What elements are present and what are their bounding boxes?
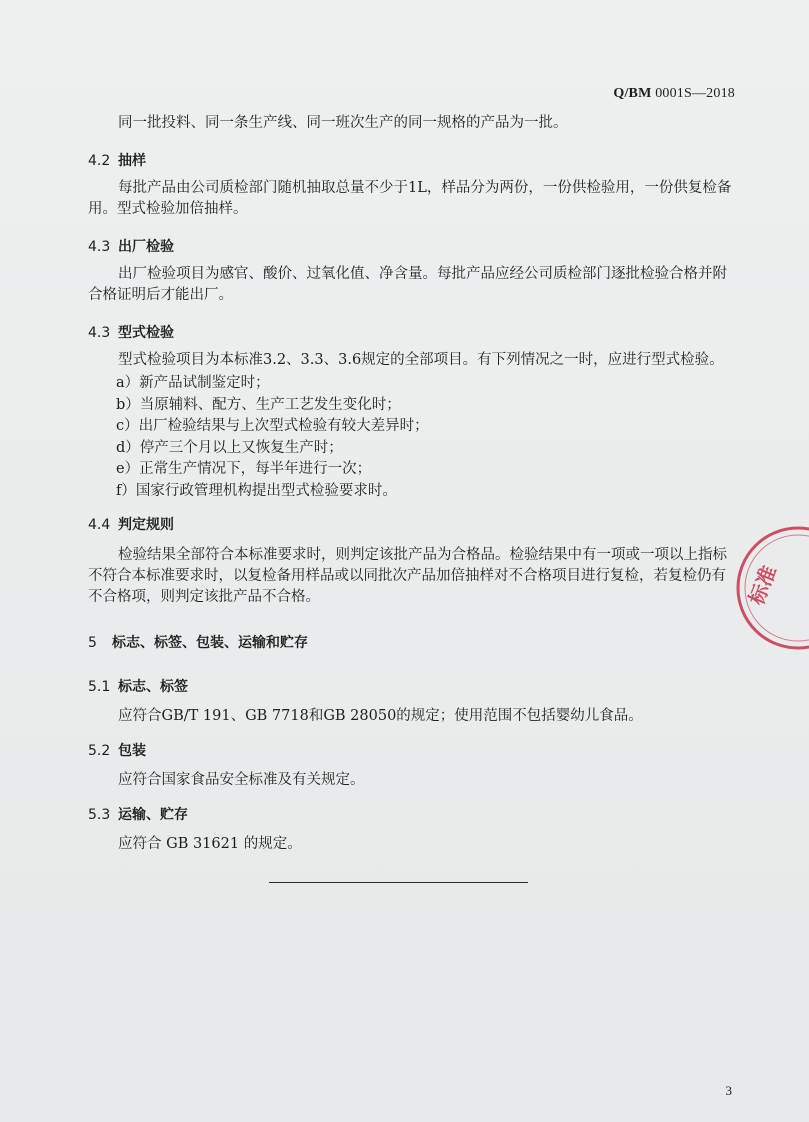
list-item: e）正常生产情况下，每半年进行一次； bbox=[116, 461, 372, 477]
section-4-2-heading: 4.2 抽样 bbox=[88, 153, 146, 169]
end-rule bbox=[269, 882, 528, 883]
list-item: f）国家行政管理机构提出型式检验要求时。 bbox=[116, 482, 397, 499]
section-5-1-text: 应符合GB/T 191、GB 7718和GB 28050的规定；使用范围不包括婴幼儿食品。 bbox=[118, 708, 643, 724]
type-inspection-conditions bbox=[116, 373, 429, 502]
section-5-3-heading: 5.3 运输、贮存 bbox=[88, 807, 188, 823]
list-item: b）当原辅料、配方、生产工艺发生变化时； bbox=[116, 396, 401, 413]
page-number: 3 bbox=[725, 1083, 732, 1098]
standard-code: Q/BM 0001S—2018 bbox=[613, 86, 735, 101]
list-item: d）停产三个月以上又恢复生产时； bbox=[116, 439, 343, 456]
section-4-4-heading: 4.4 判定规则 bbox=[88, 517, 174, 533]
section-4-3-type-heading: 4.3 型式检验 bbox=[88, 325, 174, 341]
section-5-3-text: 应符合 GB 31621 的规定。 bbox=[118, 836, 302, 852]
section-4-4-text: 检验结果全部符合本标准要求时，则判定该批产品为合格品。检验结果中有一项或一项以上指标不符合本标准要求时，以复检备用样品或以同批次产品加倍抽样对不合格项目进行复检，若复检仍有不合格项，则判定该批产品不合格。 bbox=[88, 547, 727, 605]
batch-definition: 同一批投料、同一条生产线、同一班次生产的同一规格的产品为一批。 bbox=[118, 115, 568, 131]
section-5-2-text: 应符合国家食品安全标准及有关规定。 bbox=[118, 772, 365, 788]
section-5-1-heading: 5.1 标志、标签 bbox=[88, 679, 188, 695]
section-4-3-heading: 4.3 出厂检验 bbox=[88, 239, 174, 255]
seal-text: 标准 bbox=[744, 562, 782, 609]
section-4-3-text: 出厂检验项目为感官、酸价、过氧化值、净含量。每批产品应经公司质检部门逐批检验合格并附合格证明后才能出厂。 bbox=[88, 266, 727, 303]
section-5-2-heading: 5.2 包装 bbox=[88, 743, 146, 759]
list-item: c）出厂检验结果与上次型式检验有较大差异时； bbox=[116, 418, 429, 434]
section-5-heading: 5 标志、标签、包装、运输和贮存 bbox=[88, 635, 308, 651]
section-4-3-type-text: 型式检验项目为本标准3.2、3.3、3.6规定的全部项目。有下列情况之一时，应进行型式检验。 bbox=[118, 352, 724, 368]
list-item: a）新产品试制鉴定时； bbox=[116, 375, 270, 391]
red-seal-stamp bbox=[712, 510, 809, 670]
section-4-2-text: 每批产品由公司质检部门随机抽取总量不少于1L，样品分为两份，一份供检验用，一份供复检备用。型式检验加倍抽样。 bbox=[88, 180, 732, 217]
